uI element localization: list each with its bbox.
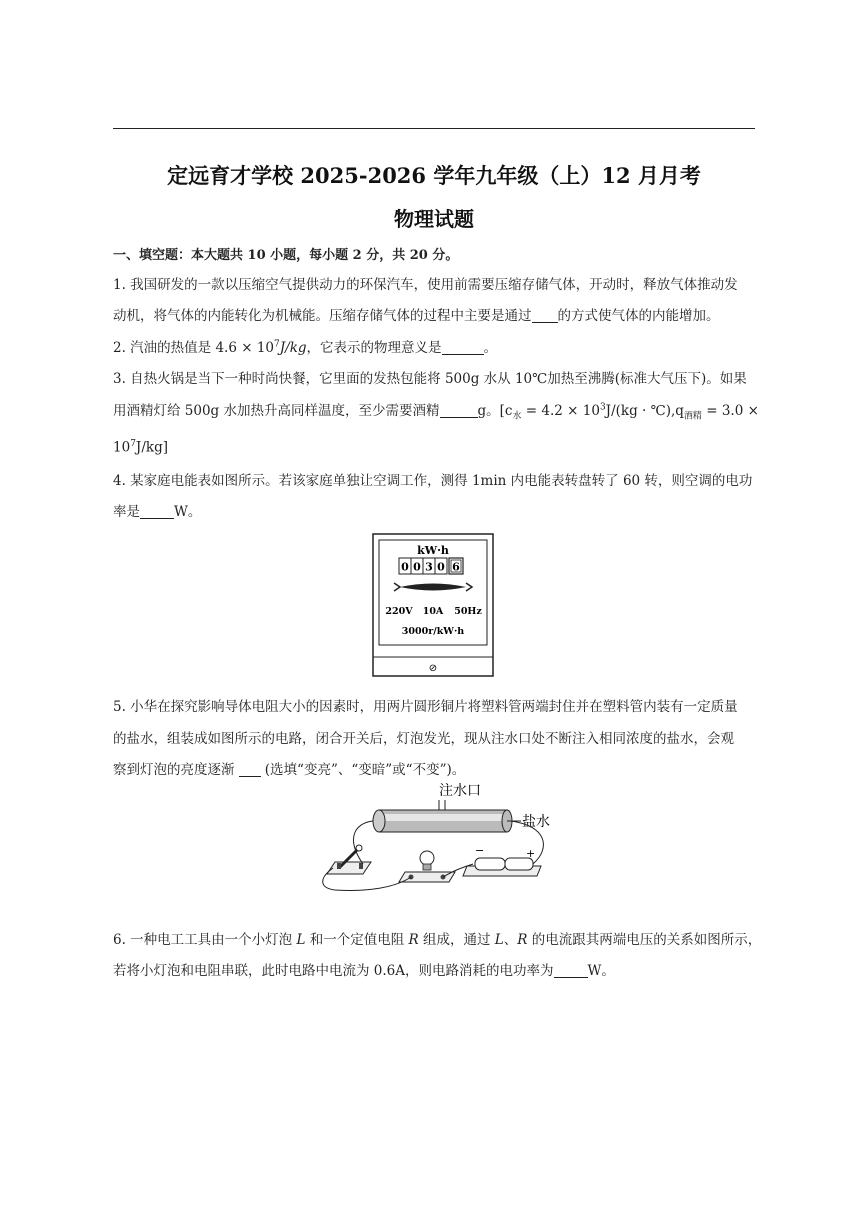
q6-symbol-L2: L xyxy=(494,932,504,948)
meter-spec-voltage: 220V xyxy=(385,606,413,617)
q3-text-a: 用酒精灯给 500g 水加热升高同样温度，至少需要酒精 xyxy=(113,403,440,419)
section-heading: 一、填空题：本大题共 10 小题，每小题 2 分，共 20 分。 xyxy=(113,248,459,263)
q6-line1 xyxy=(113,928,761,948)
header-rule xyxy=(113,128,755,129)
q3-text-b: g。[c xyxy=(477,403,513,419)
q6-text-c: 组成，通过 xyxy=(418,932,495,948)
q5-line1: 5. 小华在探究影响导体电阻大小的因素时，用两片圆形铜片将塑料管两端封住并在塑料管内装有一定质量 xyxy=(113,699,738,715)
q2-text-b: ，它表示的物理意义是 xyxy=(306,340,442,356)
inlet-label: 注水口 xyxy=(439,783,481,799)
salt-tube xyxy=(373,810,512,832)
q5-text-b: (选填“变亮”、“变暗”或“不变”)。 xyxy=(260,762,466,778)
meter-spec-frequency: 50Hz xyxy=(454,606,482,617)
meter-terminal-icon: ⊘ xyxy=(428,663,438,674)
q6-text-e: 的电流跟其两端电压的关系如图所示， xyxy=(527,932,762,948)
q3-text-d: J/(kg · ℃),q xyxy=(605,403,684,419)
q5-line3 xyxy=(113,758,465,778)
q6-text-b: 和一个定值电阻 xyxy=(305,932,409,948)
q1-text-b: 的方式使气体的内能增加。 xyxy=(557,308,720,324)
q5-answer-blank[interactable] xyxy=(239,762,261,777)
q6-line2 xyxy=(113,959,615,979)
q6-symbol-R2: R xyxy=(517,932,528,948)
q6-text-a: 6. 一种电工工具由一个小灯泡 xyxy=(113,932,297,948)
q3-sub-water: 水 xyxy=(512,411,522,422)
q5-text-a: 察到灯泡的亮度逐渐 xyxy=(113,762,235,778)
q1-line1: 1. 我国研发的一款以压缩空气提供动力的环保汽车，使用前需要压缩存储气体，开动时，释放气体推动发 xyxy=(113,277,738,293)
battery-icon xyxy=(463,858,541,876)
switch-icon xyxy=(327,845,371,874)
meter-spec-current: 10A xyxy=(422,606,444,617)
q1-line2 xyxy=(113,304,720,324)
q1-answer-blank[interactable] xyxy=(532,308,558,323)
saltwater-label: 盐水 xyxy=(522,814,550,830)
q6-text-g: W。 xyxy=(587,963,615,979)
q3-line1: 3. 自热火锅是当下一种时尚快餐，它里面的发热包能将 500g 水从 10℃加热至沸腾(标准大气压下)。如果 xyxy=(113,371,747,387)
meter-digit: 0 xyxy=(437,560,445,574)
q2-answer-blank[interactable] xyxy=(442,340,484,355)
q4-answer-blank[interactable] xyxy=(140,504,174,519)
q6-answer-blank[interactable] xyxy=(554,963,588,978)
bulb-icon xyxy=(399,851,455,882)
meter-digit: 0 xyxy=(413,560,421,574)
q3-text-f: 10 xyxy=(113,439,131,456)
q3-line3 xyxy=(113,439,168,456)
meter-spec-revolutions: 3000r/kW·h xyxy=(401,626,465,637)
q3-sub-alcohol: 酒精 xyxy=(683,411,702,422)
q1-text-a: 动机，将气体的内能转化为机械能。压缩存储气体的过程中主要是通过 xyxy=(113,308,532,324)
q6-text-d: 、 xyxy=(503,932,518,948)
q2-text-c: 。 xyxy=(483,340,498,356)
q6-symbol-L: L xyxy=(296,932,306,948)
q6-text-f: 若将小灯泡和电阻串联，此时电路中电流为 0.6A，则电路消耗的电功率为 xyxy=(113,963,554,979)
q3-text-g: J/kg] xyxy=(135,439,168,456)
meter-unit: kW·h xyxy=(417,544,449,557)
q3-answer-blank[interactable] xyxy=(440,403,478,418)
meter-digits xyxy=(399,558,463,574)
meter-digit: 3 xyxy=(425,560,433,574)
q3-text-c: = 4.2 × 10 xyxy=(521,403,600,419)
q2-text-a: 2. 汽油的热值是 xyxy=(113,340,216,356)
exam-subtitle: 物理试题 xyxy=(394,207,474,231)
q4-line2 xyxy=(113,500,201,520)
battery-plus: + xyxy=(526,847,536,860)
q2-unit: J/kg xyxy=(279,340,307,356)
battery-minus: − xyxy=(475,844,485,857)
q3-exp3: 3 xyxy=(599,402,606,413)
q2-line xyxy=(113,336,497,356)
meter-digit: 6 xyxy=(452,560,460,574)
q4-line1: 4. 某家庭电能表如图所示。若该家庭单独让空调工作，测得 1min 内电能表转盘转了 60 转，则空调的电功 xyxy=(113,473,753,489)
q3-text-e: = 3.0 × xyxy=(701,403,759,419)
meter-digit: 0 xyxy=(401,560,409,574)
q3-exp7: 7 xyxy=(130,439,136,449)
energy-meter-figure xyxy=(370,533,496,681)
exam-title: 定远育才学校 2025-2026 学年九年级（上）12 月月考 xyxy=(167,163,701,188)
q4-text-b: W。 xyxy=(174,504,202,520)
q2-value: 4.6 × 10 xyxy=(215,340,275,356)
q2-exponent: 7 xyxy=(274,339,280,350)
q5-line2: 的盐水，组装成如图所示的电路，闭合开关后，灯泡发光，现从注水口处不断注入相同浓度的盐水，会观 xyxy=(113,731,734,747)
saltwater-circuit-figure xyxy=(315,778,565,896)
q3-line2 xyxy=(113,399,759,422)
q6-symbol-R: R xyxy=(408,932,419,948)
q4-text-a: 率是 xyxy=(113,504,140,520)
